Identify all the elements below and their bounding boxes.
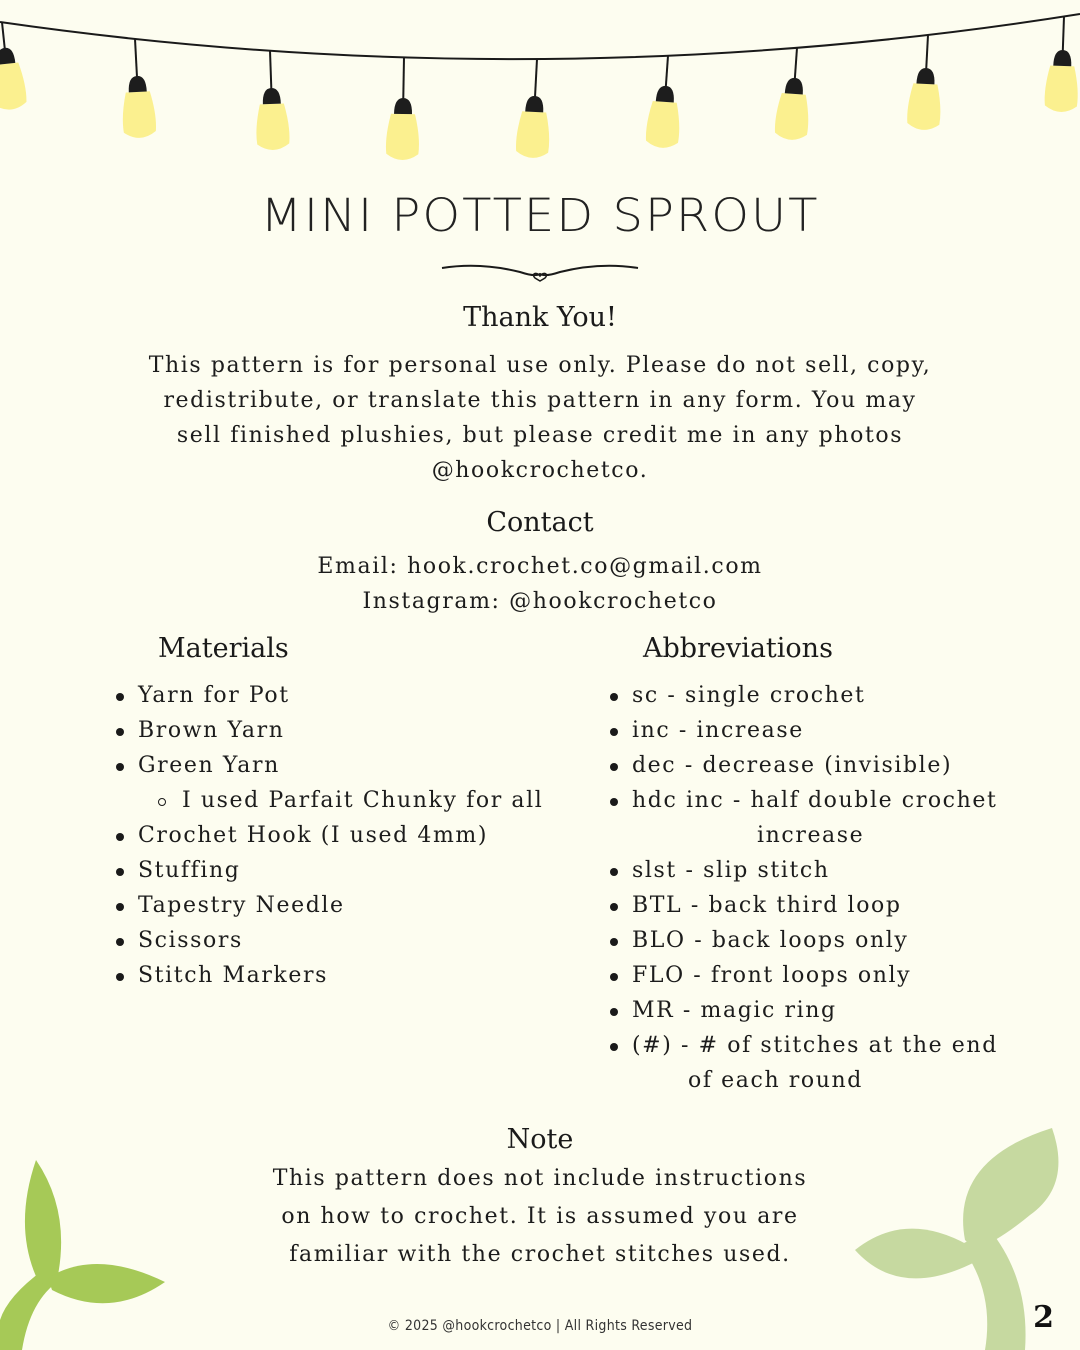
list-item [606,1028,998,1098]
list-item: Stitch Markers [112,958,543,993]
list-item: Crochet Hook (I used 4mm) [112,818,543,853]
light-bulb-icon [1044,16,1080,113]
list-item: BLO - back loops only [606,923,998,958]
note-line: familiar with the crochet stitches used. [289,1242,791,1267]
thank-you-line: sell finished plushies, but please credit me in any photos [176,423,904,448]
list-item-continuation: of each round [688,1068,863,1093]
list-item-continuation: increase [757,823,865,848]
page-title: MINI POTTED SPROUT [260,189,820,243]
thank-you-line: This pattern is for personal use only. Please do not sell, copy, [148,353,932,378]
string-lights-decoration [0,0,1080,190]
contact-heading: Contact [486,507,594,538]
thank-you-line: redistribute, or translate this pattern in any form. You may [163,388,917,413]
list-item: Tapestry Needle [112,888,543,923]
note-heading: Note [506,1124,574,1155]
abbreviations-list [606,678,998,1098]
list-item: MR - magic ring [606,993,998,1028]
copyright-footer: © 2025 @hookcrochetco | All Rights Reserved [387,1318,693,1334]
list-item: Scissors [112,923,543,958]
list-item: Green Yarn [112,748,543,783]
light-bulb-icon [254,50,290,150]
contact-email[interactable]: Email: hook.crochet.co@gmail.com [317,554,763,579]
contact-block [40,549,1040,619]
list-item: Stuffing [112,853,543,888]
list-item-text: hdc inc - half double crochet [632,788,998,813]
note-line: This pattern does not include instructions [272,1166,808,1191]
thank-you-paragraph [40,348,1040,488]
light-bulb-icon [0,21,28,112]
thank-you-heading: Thank You! [463,302,617,333]
light-bulb-icon [774,47,813,141]
list-item [606,783,998,853]
materials-heading: Materials [158,633,289,664]
list-item-text: (#) - # of stitches at the end [632,1033,998,1058]
contact-instagram[interactable]: Instagram: @hookcrochetco [362,589,718,614]
list-sub-item: I used Parfait Chunky for all [112,783,543,818]
note-paragraph [140,1160,940,1274]
materials-list [112,678,543,993]
light-bulb-icon [907,34,945,131]
list-item: BTL - back third loop [606,888,998,923]
light-string-wire [0,14,1080,59]
list-item: dec - decrease (invisible) [606,748,998,783]
list-item: sc - single crochet [606,678,998,713]
list-item: Brown Yarn [112,713,543,748]
light-bulb-icon [119,38,157,139]
list-item: FLO - front loops only [606,958,998,993]
list-item: slst - slip stitch [606,853,998,888]
note-line: on how to crochet. It is assumed you are [281,1204,799,1229]
light-bulb-icon [386,57,421,160]
light-bulb-icon [645,55,684,149]
thank-you-line: @hookcrochetco. [431,458,649,483]
list-item: Yarn for Pot [112,678,543,713]
abbreviations-heading: Abbreviations [643,633,833,664]
light-bulb-icon [515,58,553,159]
list-item: inc - increase [606,713,998,748]
heart-divider-ornament [440,262,640,286]
page-number: 2 [1033,1300,1054,1335]
